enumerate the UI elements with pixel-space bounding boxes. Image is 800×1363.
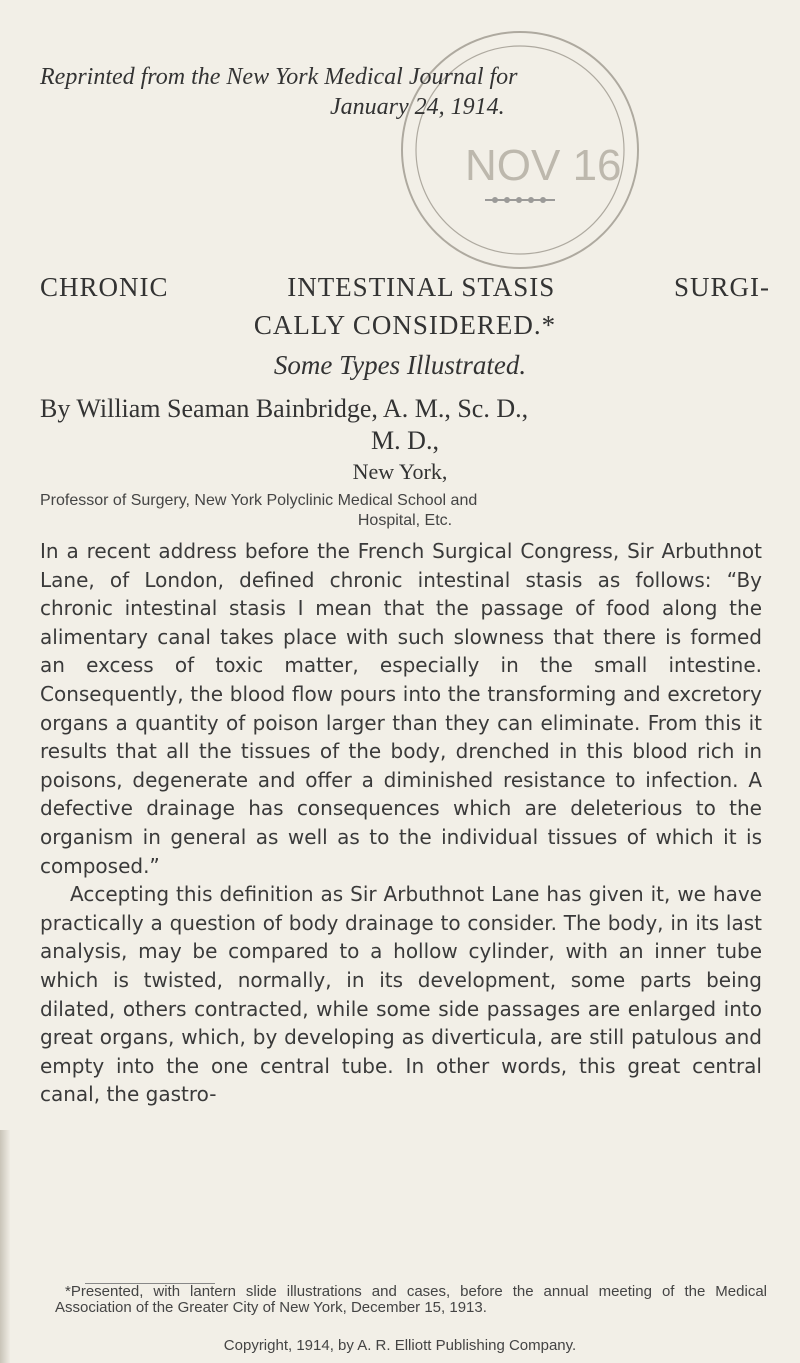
footnote-text: *Presented, with lantern slide illustrations and cases, before the annual meeting of the Medical Association of the Greater City of New York, December 15, 1913. (55, 1283, 767, 1316)
title-line-2: CALLY CONSIDERED.* (253, 310, 557, 340)
copyright-notice: Copyright, 1914, by A. R. Elliott Publishing Company. (223, 1337, 577, 1354)
affiliation-line-2: Hospital, Etc. (357, 512, 453, 529)
stamp-date-text: NOV 16 (465, 141, 622, 190)
body-paragraph-1: In a recent address before the French Surgical Congress, Sir Arbuthnot Lane, of London, defined chronic intestinal stasis as follows: “By chronic intestinal stasis I mean that the passage of food along the alimentary canal takes place with such slowness that there is formed an excess of toxic matter, especially in the small intestine. Consequently, the blood flow pours into the transforming and excretory organs a quantity of poison larger than they can eliminate. From this it results that all the tissues of the body, drenched in this blood rich in poisons, degenerate and offer a diminished resistance to infection. A defective drainage has consequences which are deleterious to the organism in general as well as to the individual tissues of which it is composed.” (40, 539, 762, 878)
article-title (40, 270, 770, 342)
article-body (40, 537, 762, 1109)
affiliation-line-1: Professor of Surgery, New York Polyclinic Medical School and (40, 492, 478, 509)
title-word-surgi: SURGI- (673, 272, 770, 302)
author-affiliation (40, 491, 770, 531)
author-degree: M. D., (371, 426, 439, 455)
reprint-line-1: Reprinted from the New York Medical Journal for (40, 64, 518, 90)
library-stamp-icon (355, 0, 685, 300)
body-paragraph-2: Accepting this definition as Sir Arbuthnot Lane has given it, we have practically a question of body drainage to consider. The body, in its last analysis, may be compared to a hollow cylinder, with an inner tube which is twisted, normally, in its development, some parts being dilated, others contracted, while some side passages are enlarged into great organs, which, by developing as diverticula, are still patulous and empty into the one central tube. In other words, this great central canal, the gastro- (40, 882, 762, 1107)
author-name: By William Seaman Bainbridge, A. M., Sc. D., (40, 394, 529, 423)
reprint-notice (40, 62, 770, 122)
title-word-chronic: CHRONIC (40, 272, 169, 302)
page-edge-shadow (0, 1130, 10, 1363)
footnote (55, 1284, 767, 1316)
article-subtitle: Some Types Illustrated. (273, 350, 527, 380)
author-location: New York, (352, 459, 448, 484)
title-word-stasis: INTESTINAL STASIS (287, 272, 556, 302)
byline (40, 393, 770, 457)
reprint-line-2: January 24, 1914. (330, 94, 505, 120)
